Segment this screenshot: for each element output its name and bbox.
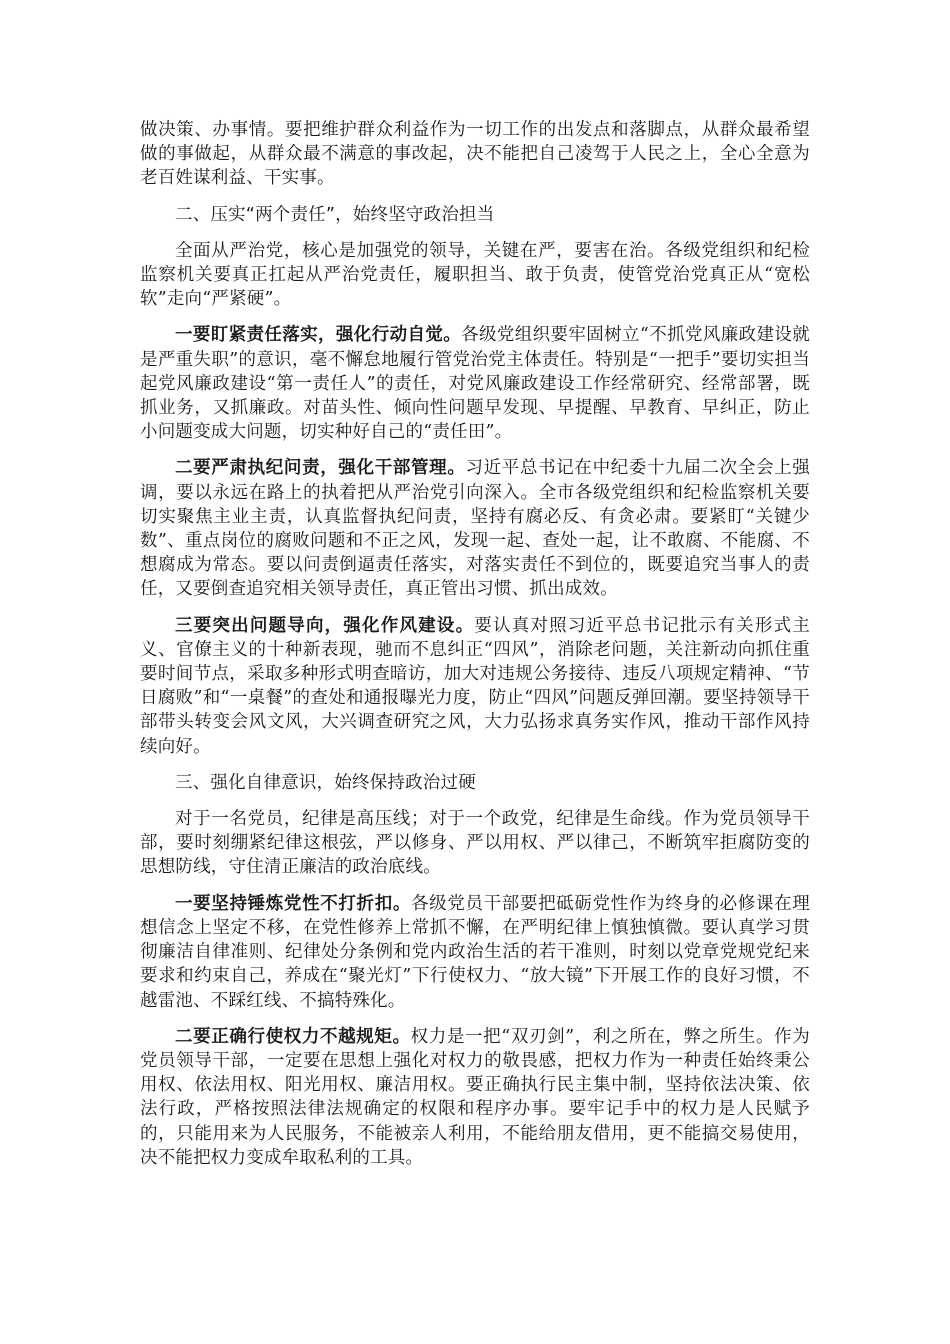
paragraph-continuation: 做决策、办事情。要把维护群众利益作为一切工作的出发点和落脚点，从群众最希望做的事做起，从群众最不满意的事改起，决不能把自己凌驾于人民之上，全心全意为老百姓谋利益、干实事。 (140, 120, 810, 189)
paragraph-lead (140, 323, 810, 444)
section-heading-three: 三、强化自律意识，始终保持政治过硬 (175, 772, 476, 793)
lead-phrase: 二要正确行使权力不越规矩。 (175, 1026, 411, 1047)
lead-phrase: 一要坚持锤炼党性不打折扣。 (175, 893, 412, 914)
paragraph-text: 各级党组织要牢固树立“不抓党风廉政建设就是严重失职”的意识，毫不懈怠地履行管党治党主体责任。特别是“一把手”要切实担当起党风廉政建设“第一责任人”的责任，对党风廉政建设工作经常研究、经常部署，既抓业务，又抓廉政。对苗头性、倾向性问题早发现、早提醒、早教育、早纠正，防止小问题变成大问题，切实种好自己的“责任田”。 (140, 325, 810, 443)
paragraph-text: 各级党员干部要把砥砺党性作为终身的必修课在理想信念上坚定不移，在党性修养上常抓不懈，在严明纪律上慎独慎微。要认真学习贯彻廉洁自律准则、纪律处分条例和党内政治生活的若干准则，时刻以党章党规党纪来要求和约束自己，养成在“聚光灯”下行使权力、“放大镜”下开展工作的良好习惯，不越雷池、不踩红线、不搞特殊化。 (140, 893, 810, 1011)
paragraph-body: 全面从严治党，核心是加强党的领导，关键在严，要害在治。各级党组织和纪检监察机关要真正扛起从严治党责任，履职担当、敢于负责，使管党治党真正从“宽松软”走向“严紧硬”。 (140, 240, 810, 310)
paragraph-lead (140, 614, 810, 759)
section-heading-two: 二、压实“两个责任”，始终坚守政治担当 (175, 204, 495, 225)
paragraph-lead (140, 892, 810, 1013)
paragraph-lead (140, 1025, 810, 1170)
paragraph-text: 权力是一把“双刃剑”，利之所在，弊之所生。作为党员领导干部，一定要在思想上强化对权力的敬畏感，把权力作为一种责任始终秉公用权、依法用权、阳光用权、廉洁用权。要正确执行民主集中制，坚持依法决策、依法行政，严格按照法律法规确定的权限和程序办事。要牢记手中的权力是人民赋予的，只能用来为人民服务，不能被亲人利用，不能给朋友借用，更不能搞交易使用，决不能把权力变成牟取私利的工具。 (140, 1026, 810, 1168)
paragraph-text: 要认真对照习近平总书记批示有关形式主义、官僚主义的十种新表现，驰而不息纠正“四风”，消除老问题，关注新动向抓住重要时间节点，采取多种形式明查暗访，加大对违规公务接待、违反八项规定精神、“节日腐败”和“一桌餐”的查处和通报曝光力度，防止“四风”问题反弹回潮。要坚持领导干部带头转变会风文风，大兴调查研究之风，大力弘扬求真务实作风，推动干部作风持续向好。 (140, 615, 810, 757)
lead-phrase: 一要盯紧责任落实，强化行动自觉。 (175, 325, 462, 346)
document-page (140, 118, 810, 1182)
paragraph-lead (140, 456, 810, 601)
paragraph-text: 习近平总书记在中纪委十九届二次全会上强调，要以永远在路上的执着把从严治党引向深入。全市各级党组织和纪检监察机关要切实聚焦主业主责，认真监督执纪问责，坚持有腐必反、有贪必肃。要紧盯“关键少数”、重点岗位的腐败问题和不正之风，发现一起、查处一起，让不敢腐、不能腐、不想腐成为常态。要以问责倒逼责任落实，对落实责任不到位的，既要追究当事人的责任，又要倒查追究相关领导责任，真正管出习惯、抓出成效。 (140, 458, 810, 600)
lead-phrase: 三要突出问题导向，强化作风建设。 (175, 615, 475, 636)
paragraph-body: 对于一名党员，纪律是高压线；对于一个政党，纪律是生命线。作为党员领导干部，要时刻绷紧纪律这根弦，严以修身、严以用权、严以律己，不断筑牢拒腐防变的思想防线，守住清正廉洁的政治底线。 (140, 809, 810, 878)
lead-phrase: 二要严肃执纪问责，强化干部管理。 (175, 458, 466, 479)
